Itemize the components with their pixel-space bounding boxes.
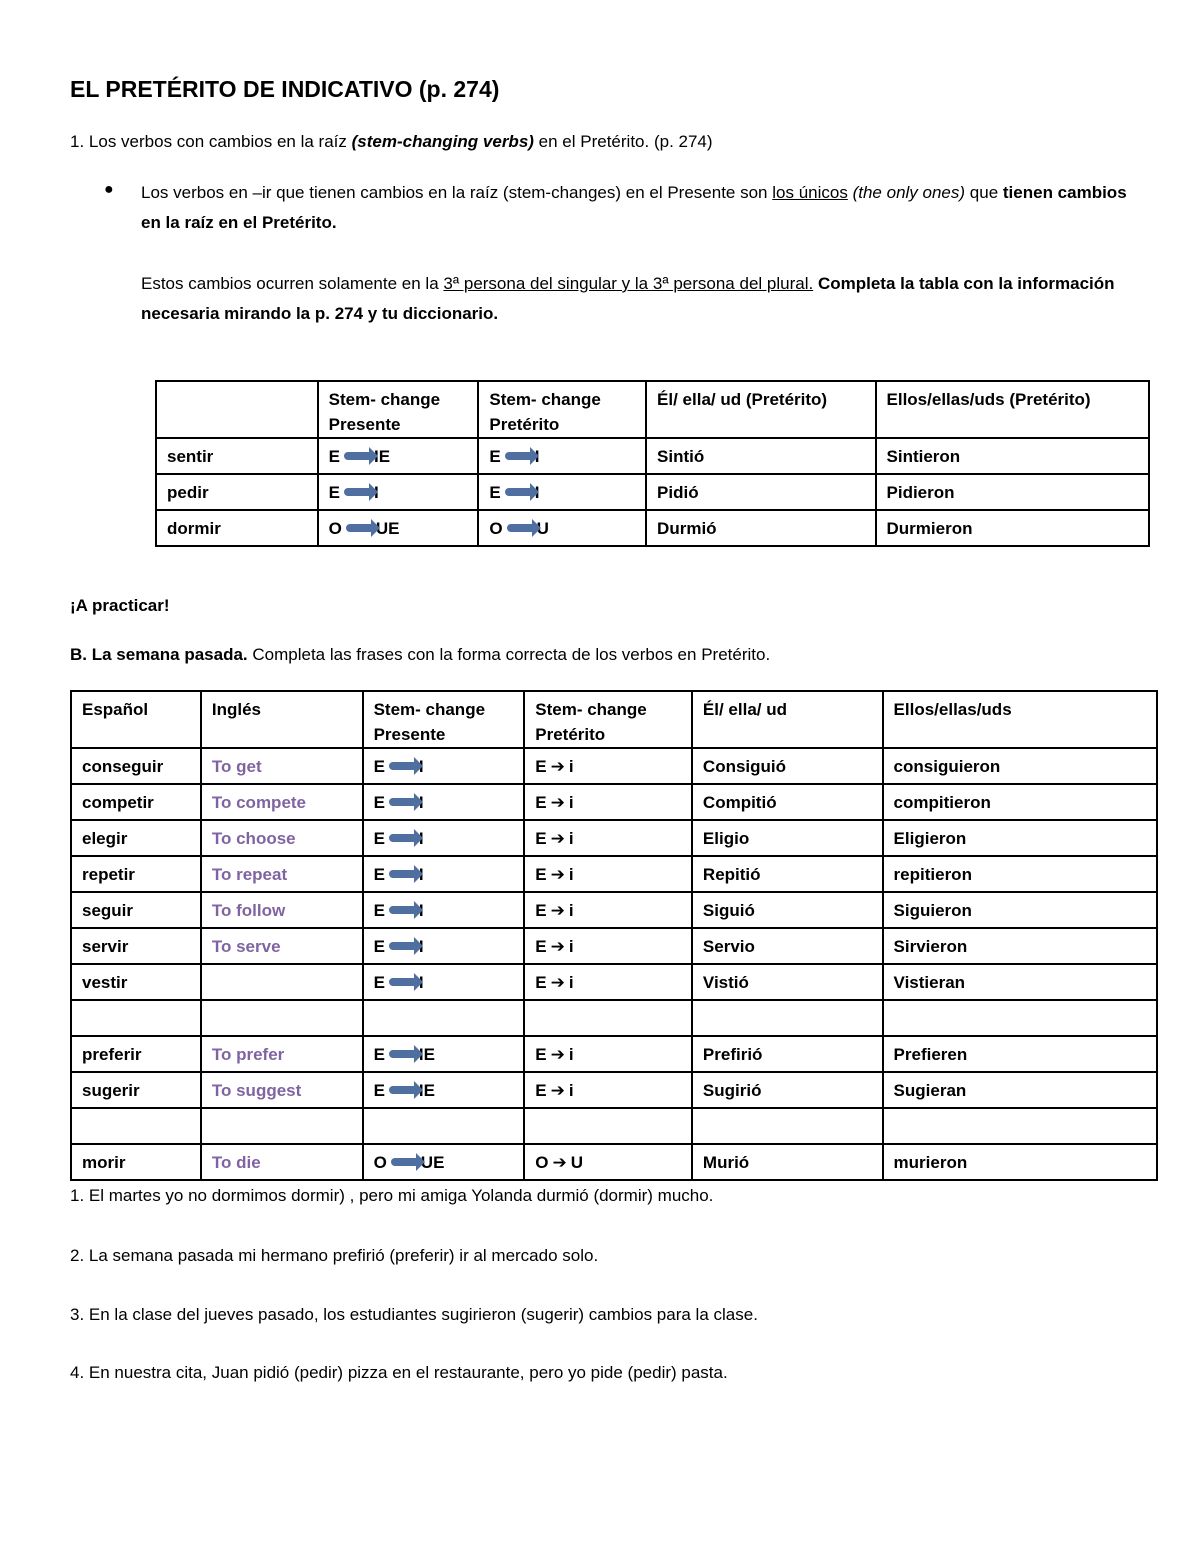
arrow-right-icon — [507, 524, 533, 532]
table-row — [71, 1000, 1157, 1036]
sentence-4: 4. En nuestra cita, Juan pidió (pedir) pizza en el restaurante, pero yo pide (pedir) pasta. — [70, 1363, 728, 1382]
section-1-text-b: en el Pretérito. (p. 274) — [538, 132, 713, 151]
singular-cell: Eligio — [692, 820, 883, 856]
present-change-cell: E — [363, 748, 525, 784]
arrow-right-icon — [389, 942, 415, 950]
singular-cell: Compitió — [692, 784, 883, 820]
arrow-right-icon — [389, 978, 415, 986]
plural-cell: murieron — [883, 1144, 1157, 1180]
plural-cell: Sirvieron — [883, 928, 1157, 964]
verb-cell: pedir — [156, 474, 318, 510]
plural-cell: Pidieron — [876, 474, 1149, 510]
singular-cell — [692, 1108, 883, 1144]
preterite-change-cell — [524, 1108, 692, 1144]
present-change-cell: E — [363, 964, 525, 1000]
section-b-heading — [70, 645, 770, 665]
table-row — [71, 820, 1157, 856]
arrow-right-icon: ➔ — [550, 793, 565, 812]
present-change-cell: E IE — [363, 1036, 525, 1072]
preterite-change-cell — [524, 1000, 692, 1036]
header-cell: Stem- change Pretérito — [478, 381, 646, 438]
bullet-italic: (the only ones) — [852, 183, 966, 202]
bullet-text-a: Los verbos en –ir que tienen cambios en la raíz (stem-changes) en el Presente son — [141, 183, 768, 202]
table-row — [71, 1072, 1157, 1108]
arrow-right-icon — [389, 870, 415, 878]
singular-cell: Durmió — [646, 510, 875, 546]
spanish-verb-cell: seguir — [71, 892, 201, 928]
preterite-change-cell: E ➔ i — [524, 892, 692, 928]
english-cell: To follow — [201, 892, 363, 928]
table-row — [71, 964, 1157, 1000]
arrow-right-icon — [389, 834, 415, 842]
arrow-right-icon — [389, 762, 415, 770]
instruction-underlined: 3ª persona del singular y la 3ª persona del plural. — [443, 274, 814, 293]
english-cell — [201, 964, 363, 1000]
arrow-right-icon: ➔ — [550, 829, 565, 848]
section-b-label: B. La semana pasada. — [70, 645, 248, 664]
spanish-verb-cell: conseguir — [71, 748, 201, 784]
arrow-right-icon: ➔ — [552, 1153, 567, 1172]
table-row — [71, 748, 1157, 784]
plural-cell — [883, 1108, 1157, 1144]
header-cell: Stem- change Pretérito — [524, 691, 692, 748]
table-row — [156, 474, 1149, 510]
spanish-verb-cell: competir — [71, 784, 201, 820]
section-1-text-a: Los verbos con cambios en la raíz — [88, 132, 347, 151]
plural-cell: Sintieron — [876, 438, 1149, 474]
plural-cell: Vistieran — [883, 964, 1157, 1000]
singular-cell: Siguió — [692, 892, 883, 928]
plural-cell: Sugieran — [883, 1072, 1157, 1108]
arrow-right-icon — [505, 452, 531, 460]
section-1-number: 1. — [70, 132, 85, 151]
arrow-right-icon — [344, 488, 370, 496]
table-row — [71, 1036, 1157, 1072]
english-cell: To compete — [201, 784, 363, 820]
preterite-change-cell: E — [478, 438, 646, 474]
table-row — [71, 856, 1157, 892]
practice-table — [70, 690, 1158, 1181]
practice-heading: ¡A practicar! — [70, 596, 170, 615]
plural-cell: Durmieron — [876, 510, 1149, 546]
english-cell — [201, 1000, 363, 1036]
plural-cell: Eligieron — [883, 820, 1157, 856]
present-change-cell: E — [363, 892, 525, 928]
arrow-right-icon: ➔ — [550, 757, 565, 776]
english-cell: To suggest — [201, 1072, 363, 1108]
sentence-1: 1. El martes yo no dormimos dormir) , pero mi amiga Yolanda durmió (dormir) mucho. — [70, 1186, 714, 1205]
spanish-verb-cell: vestir — [71, 964, 201, 1000]
table-header-row — [156, 381, 1149, 438]
spanish-verb-cell: servir — [71, 928, 201, 964]
plural-cell: compitieron — [883, 784, 1157, 820]
table-row — [156, 438, 1149, 474]
preterite-change-cell: E ➔ i — [524, 928, 692, 964]
arrow-right-icon: ➔ — [550, 865, 565, 884]
instruction-paragraph — [141, 269, 1141, 329]
singular-cell: Repitió — [692, 856, 883, 892]
header-cell: Él/ ella/ ud (Pretérito) — [646, 381, 875, 438]
header-cell: Stem- change Presente — [363, 691, 525, 748]
present-change-cell: E — [363, 928, 525, 964]
bullet-text-b: que — [969, 183, 999, 202]
present-change-cell: E IE — [363, 1072, 525, 1108]
present-change-cell: E IE — [318, 438, 479, 474]
sentence-3: 3. En la clase del jueves pasado, los estudiantes sugirieron (sugerir) cambios para la clase. — [70, 1305, 758, 1324]
english-cell: To repeat — [201, 856, 363, 892]
preterite-change-cell: E ➔ i — [524, 856, 692, 892]
singular-cell: Consiguió — [692, 748, 883, 784]
spanish-verb-cell: repetir — [71, 856, 201, 892]
stem-change-table — [155, 380, 1150, 547]
header-cell — [156, 381, 318, 438]
preterite-change-cell: E ➔ i — [524, 1072, 692, 1108]
arrow-right-icon: ➔ — [550, 1081, 565, 1100]
plural-cell: Siguieron — [883, 892, 1157, 928]
spanish-verb-cell: preferir — [71, 1036, 201, 1072]
bullet-underlined: los únicos — [772, 183, 848, 202]
singular-cell: Vistió — [692, 964, 883, 1000]
verb-cell: dormir — [156, 510, 318, 546]
bullet-paragraph — [141, 178, 1141, 238]
header-cell: Él/ ella/ ud — [692, 691, 883, 748]
plural-cell — [883, 1000, 1157, 1036]
present-change-cell: E — [318, 474, 479, 510]
bullet-bold: tienen cambios en la raíz en el Pretérito. — [141, 183, 1127, 232]
instruction-bold: Completa la tabla con la información necesaria mirando la p. 274 y tu diccionario. — [141, 274, 1115, 323]
singular-cell: Sugirió — [692, 1072, 883, 1108]
present-change-cell: E — [363, 820, 525, 856]
arrow-right-icon — [389, 1086, 415, 1094]
singular-cell: Sintió — [646, 438, 875, 474]
section-1-heading — [70, 132, 713, 152]
table-row — [71, 1108, 1157, 1144]
table-header-row — [71, 691, 1157, 748]
header-cell: Ellos/ellas/uds — [883, 691, 1157, 748]
english-cell: To get — [201, 748, 363, 784]
english-cell — [201, 1108, 363, 1144]
english-cell: To serve — [201, 928, 363, 964]
bullet-icon: ● — [104, 181, 114, 198]
arrow-right-icon — [344, 452, 370, 460]
spanish-verb-cell: sugerir — [71, 1072, 201, 1108]
spanish-verb-cell: morir — [71, 1144, 201, 1180]
sentence-2: 2. La semana pasada mi hermano prefirió (preferir) ir al mercado solo. — [70, 1246, 599, 1265]
header-cell: Español — [71, 691, 201, 748]
plural-cell: consiguieron — [883, 748, 1157, 784]
preterite-change-cell: E ➔ i — [524, 1036, 692, 1072]
header-cell: Ellos/ellas/uds (Pretérito) — [876, 381, 1149, 438]
singular-cell: Prefirió — [692, 1036, 883, 1072]
arrow-right-icon: ➔ — [550, 901, 565, 920]
english-cell: To die — [201, 1144, 363, 1180]
singular-cell: Servio — [692, 928, 883, 964]
present-change-cell — [363, 1000, 525, 1036]
preterite-change-cell: O U — [478, 510, 646, 546]
plural-cell: repitieron — [883, 856, 1157, 892]
preterite-change-cell: E ➔ i — [524, 748, 692, 784]
present-change-cell — [363, 1108, 525, 1144]
table-row — [71, 1144, 1157, 1180]
preterite-change-cell: E ➔ i — [524, 964, 692, 1000]
arrow-right-icon: ➔ — [550, 1045, 565, 1064]
verb-cell: sentir — [156, 438, 318, 474]
arrow-right-icon: ➔ — [550, 973, 565, 992]
page-title: EL PRETÉRITO DE INDICATIVO (p. 274) — [70, 76, 500, 102]
table-row — [71, 784, 1157, 820]
preterite-change-cell: O ➔ U — [524, 1144, 692, 1180]
present-change-cell: E — [363, 856, 525, 892]
spanish-verb-cell: elegir — [71, 820, 201, 856]
arrow-right-icon — [389, 906, 415, 914]
singular-cell: Pidió — [646, 474, 875, 510]
table-row — [156, 510, 1149, 546]
preterite-change-cell: E ➔ i — [524, 784, 692, 820]
arrow-right-icon — [389, 1050, 415, 1058]
section-1-italic: (stem-changing verbs) — [351, 132, 534, 151]
preterite-change-cell: E ➔ i — [524, 820, 692, 856]
header-cell: Stem- change Presente — [318, 381, 479, 438]
arrow-right-icon — [505, 488, 531, 496]
arrow-right-icon — [346, 524, 372, 532]
arrow-right-icon: ➔ — [550, 937, 565, 956]
present-change-cell: O UE — [318, 510, 479, 546]
spanish-verb-cell — [71, 1000, 201, 1036]
instruction-text-a: Estos cambios ocurren solamente en la — [141, 274, 439, 293]
table-row — [71, 928, 1157, 964]
singular-cell: Murió — [692, 1144, 883, 1180]
plural-cell: Prefieren — [883, 1036, 1157, 1072]
spanish-verb-cell — [71, 1108, 201, 1144]
english-cell: To prefer — [201, 1036, 363, 1072]
preterite-change-cell: E — [478, 474, 646, 510]
present-change-cell: O UE — [363, 1144, 525, 1180]
arrow-right-icon — [391, 1158, 417, 1166]
present-change-cell: E — [363, 784, 525, 820]
header-cell: Inglés — [201, 691, 363, 748]
table-row — [71, 892, 1157, 928]
section-b-text: Completa las frases con la forma correcta de los verbos en Pretérito. — [252, 645, 771, 664]
singular-cell — [692, 1000, 883, 1036]
english-cell: To choose — [201, 820, 363, 856]
arrow-right-icon — [389, 798, 415, 806]
